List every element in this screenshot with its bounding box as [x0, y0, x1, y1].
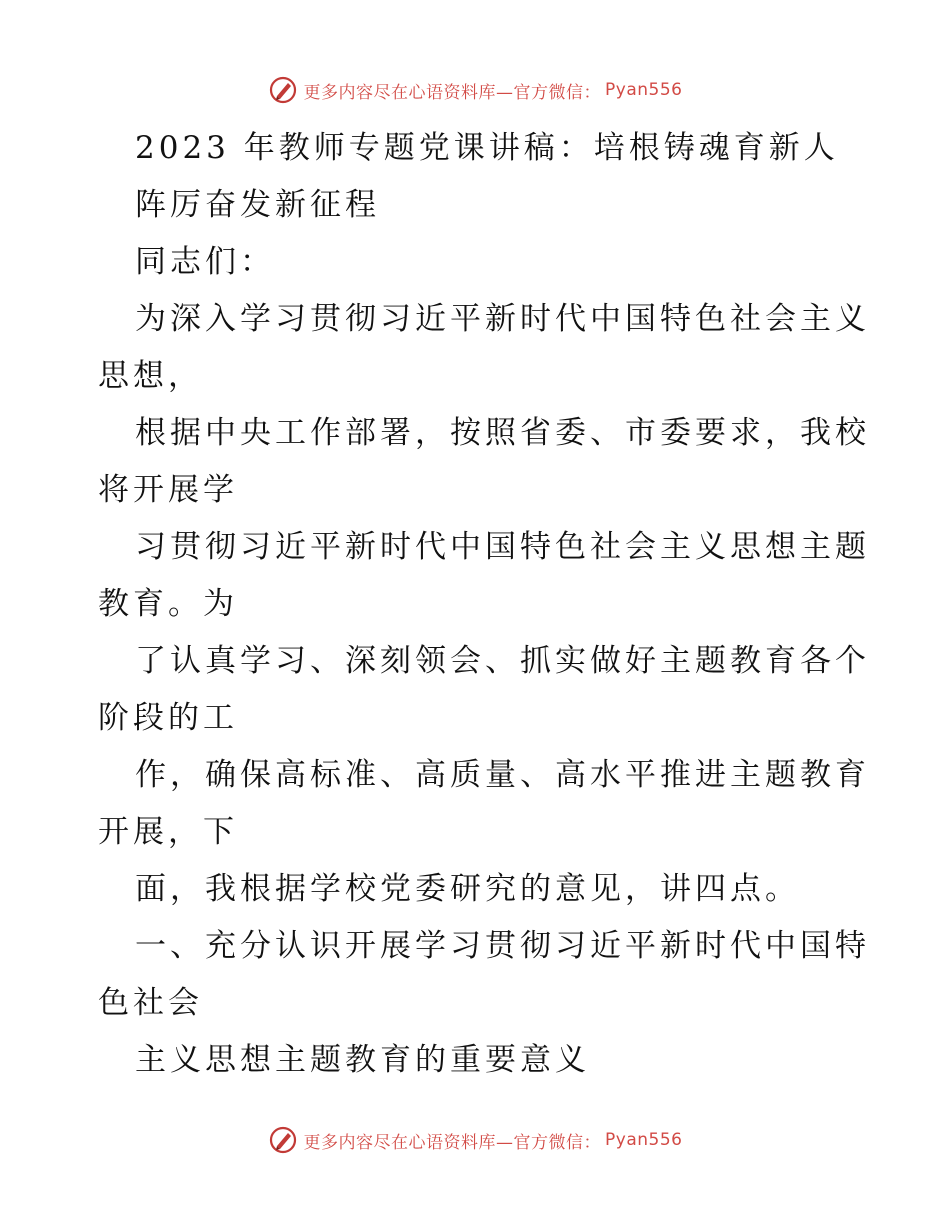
watermark-text: 更多内容尽在心语资料库—官方微信： — [303, 82, 602, 103]
document-body — [98, 120, 870, 1089]
text-line: 思想， — [98, 358, 203, 394]
text-line: 一、充分认识开展学习贯彻习近平新时代中国特 — [135, 928, 870, 964]
text-line: 色社会 — [98, 985, 203, 1021]
watermark-text: 更多内容尽在心语资料库—官方微信： — [303, 1132, 602, 1153]
watermark-handle: Pyan556 — [605, 80, 683, 100]
text-line: 主义思想主题教育的重要意义 — [135, 1042, 590, 1078]
text-line: 将开展学 — [98, 472, 238, 508]
text-line: 根据中央工作部署，按照省委、市委要求，我校 — [135, 415, 870, 451]
watermark-handle: Pyan556 — [605, 1130, 683, 1150]
text-line: 教育。为 — [98, 586, 238, 622]
watermark-header — [0, 70, 950, 110]
pen-logo-icon — [268, 1125, 298, 1155]
text-line: 了认真学习、深刻领会、抓实做好主题教育各个 — [135, 643, 870, 679]
text-line: 阶段的工 — [98, 700, 238, 736]
text-line: 2023 年教师专题党课讲稿：培根铸魂育新人 — [135, 130, 839, 166]
text-line: 同志们： — [135, 244, 275, 280]
text-line: 为深入学习贯彻习近平新时代中国特色社会主义 — [135, 301, 870, 337]
text-line: 开展，下 — [98, 814, 238, 850]
pen-logo-icon — [268, 75, 298, 105]
text-line: 习贯彻习近平新时代中国特色社会主义思想主题 — [135, 529, 870, 565]
watermark-footer — [0, 1120, 950, 1160]
text-line: 面，我根据学校党委研究的意见，讲四点。 — [135, 871, 800, 907]
text-line: 阵厉奋发新征程 — [135, 187, 380, 223]
text-line: 作，确保高标准、高质量、高水平推进主题教育 — [135, 757, 870, 793]
